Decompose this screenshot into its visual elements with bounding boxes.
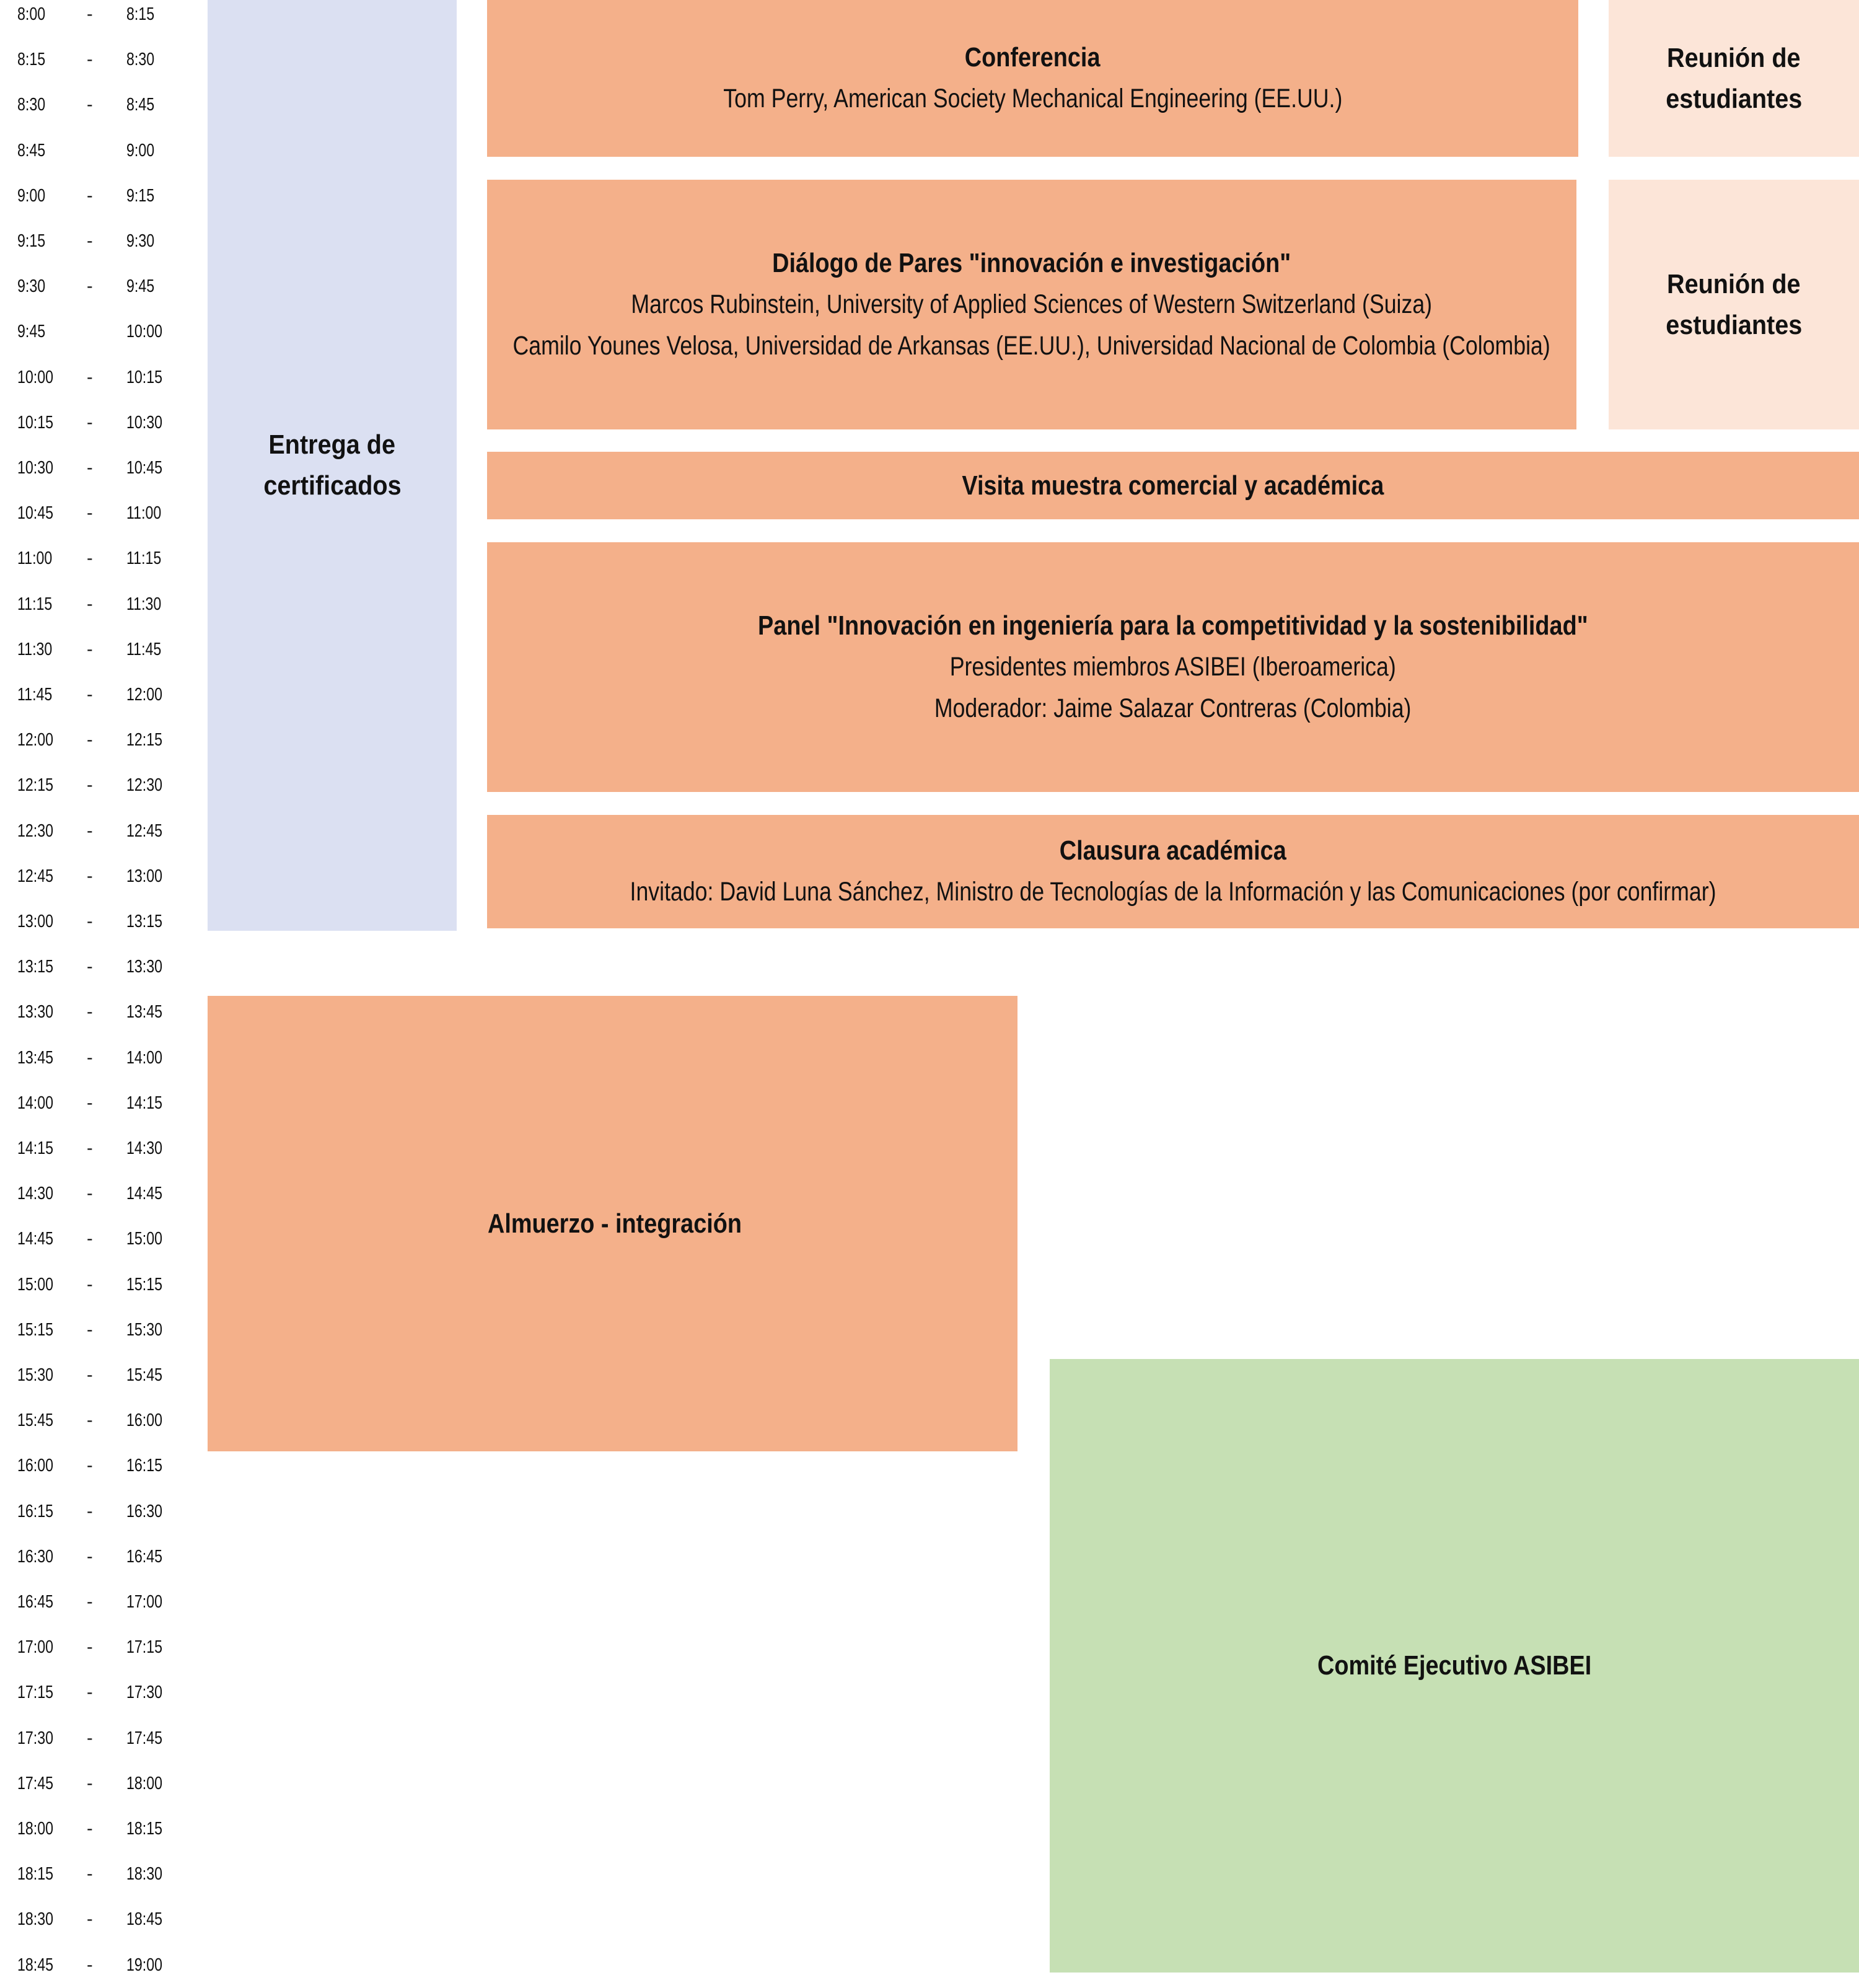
slot-end-time: 8:45 (126, 95, 155, 115)
time-slot-row (0, 1943, 186, 1988)
slot-end-time: 14:00 (126, 1047, 163, 1068)
slot-end-time: 9:45 (126, 276, 155, 297)
slot-separator: - (87, 1773, 93, 1793)
event-title: Panel "Innovación en ingeniería para la competitividad y la sostenibilidad" (758, 610, 1588, 641)
time-slot-row (0, 1625, 186, 1670)
slot-end-time: 9:15 (126, 185, 155, 206)
time-slot-row (0, 1126, 186, 1171)
slot-start-time: 11:45 (17, 685, 53, 705)
slot-start-time: 16:00 (17, 1456, 54, 1476)
slot-separator: - (87, 276, 93, 297)
slot-separator: - (87, 1955, 93, 1975)
slot-start-time: 18:45 (17, 1955, 54, 1975)
time-slot-row (0, 718, 186, 763)
slot-separator: - (87, 1274, 93, 1295)
slot-end-time: 11:00 (126, 503, 162, 524)
slot-separator: - (87, 1093, 93, 1113)
slot-separator: - (87, 503, 93, 524)
slot-separator: - (87, 866, 93, 886)
slot-start-time: 10:30 (17, 458, 54, 478)
slot-separator: - (87, 1592, 93, 1612)
time-slot-row (0, 1897, 186, 1942)
slot-start-time: 17:45 (17, 1773, 54, 1793)
slot-separator: - (87, 730, 93, 750)
time-slot-row (0, 355, 186, 400)
time-slot-row (0, 128, 186, 174)
slot-start-time: 9:15 (17, 231, 46, 251)
slot-start-time: 17:00 (17, 1637, 54, 1658)
time-slot-row (0, 1489, 186, 1534)
slot-separator: - (87, 1909, 93, 1930)
slot-start-time: 9:30 (17, 276, 46, 297)
slot-separator: - (87, 95, 93, 115)
slot-start-time: 15:00 (17, 1274, 54, 1295)
event-entrega-certificados (208, 0, 457, 931)
slot-separator: - (87, 1365, 93, 1385)
time-slot-row (0, 309, 186, 354)
slot-start-time: 8:30 (17, 95, 46, 115)
slot-separator: - (87, 548, 93, 569)
slot-start-time: 16:30 (17, 1546, 54, 1567)
time-slot-row (0, 627, 186, 672)
slot-end-time: 18:45 (126, 1909, 163, 1930)
slot-separator: - (87, 685, 93, 705)
time-slot-row (0, 1443, 186, 1489)
slot-end-time: 12:00 (126, 685, 163, 705)
slot-start-time: 8:00 (17, 4, 46, 24)
slot-end-time: 17:30 (126, 1682, 163, 1703)
time-slot-row (0, 264, 186, 309)
time-slot-row (0, 400, 186, 446)
slot-end-time: 15:45 (126, 1365, 163, 1385)
event-title-line: Reunión de (1667, 268, 1801, 299)
event-title: Almuerzo - integración (488, 1208, 742, 1239)
slot-separator: - (87, 594, 93, 614)
slot-end-time: 9:00 (126, 140, 155, 161)
event-comite-ejecutivo (1050, 1359, 1859, 1973)
slot-separator: - (87, 458, 93, 478)
event-title: Comité Ejecutivo ASIBEI (1317, 1650, 1592, 1681)
slot-start-time: 18:30 (17, 1909, 54, 1930)
time-slot-row (0, 1353, 186, 1398)
slot-start-time: 9:45 (17, 322, 46, 342)
slot-separator: - (87, 1456, 93, 1476)
event-moderator: Moderador: Jaime Salazar Contreras (Colombia) (934, 693, 1412, 723)
time-slot-row (0, 944, 186, 990)
slot-end-time: 16:45 (126, 1546, 163, 1567)
slot-start-time: 11:30 (17, 639, 53, 659)
slot-separator: - (87, 957, 93, 977)
slot-end-time: 8:30 (126, 50, 155, 70)
slot-end-time: 13:00 (126, 866, 163, 886)
event-visita-muestra (487, 452, 1859, 519)
time-slot-row (0, 1580, 186, 1625)
slot-end-time: 10:45 (126, 458, 163, 478)
event-title-line: Entrega de (268, 429, 396, 460)
slot-start-time: 10:45 (17, 503, 54, 524)
slot-end-time: 10:30 (126, 412, 163, 433)
event-title-line: estudiantes (1665, 309, 1803, 340)
time-slot-row (0, 219, 186, 264)
slot-start-time: 14:30 (17, 1184, 54, 1204)
slot-end-time: 14:15 (126, 1093, 163, 1113)
event-speaker: Invitado: David Luna Sánchez, Ministro de Tecnologías de la Información y las Comunicaciones (por confirmar) (630, 877, 1716, 907)
slot-separator: - (87, 1546, 93, 1567)
slot-end-time: 15:00 (126, 1229, 163, 1249)
slot-end-time: 18:00 (126, 1773, 163, 1793)
slot-start-time: 13:00 (17, 912, 54, 931)
time-slot-row (0, 1761, 186, 1806)
slot-start-time: 15:30 (17, 1365, 54, 1385)
slot-start-time: 15:15 (17, 1319, 54, 1340)
time-slot-row (0, 0, 186, 37)
slot-end-time: 16:30 (126, 1501, 163, 1521)
slot-separator: - (87, 1864, 93, 1885)
slot-separator: - (87, 1637, 93, 1658)
slot-separator: - (87, 185, 93, 206)
time-slot-row (0, 1308, 186, 1353)
slot-separator: - (87, 775, 93, 796)
slot-end-time: 11:45 (126, 639, 162, 659)
slot-separator: - (87, 1728, 93, 1748)
slot-separator: - (87, 367, 93, 387)
slot-start-time: 14:00 (17, 1093, 54, 1113)
slot-start-time: 17:15 (17, 1682, 54, 1703)
slot-separator: - (87, 1138, 93, 1158)
slot-start-time: 14:15 (17, 1138, 54, 1158)
slot-end-time: 13:45 (126, 1002, 163, 1023)
slot-start-time: 17:30 (17, 1728, 54, 1748)
slot-start-time: 18:15 (17, 1864, 54, 1885)
event-reunion-estudiantes (1609, 180, 1859, 429)
slot-end-time: 18:15 (126, 1819, 163, 1839)
slot-end-time: 11:30 (126, 594, 162, 614)
slot-start-time: 11:15 (17, 594, 53, 614)
time-slot-row (0, 899, 186, 944)
slot-end-time: 12:45 (126, 820, 163, 841)
slot-end-time: 18:30 (126, 1864, 163, 1885)
time-slot-row (0, 446, 186, 491)
slot-end-time: 12:30 (126, 775, 163, 796)
slot-end-time: 10:15 (126, 367, 163, 387)
slot-end-time: 17:45 (126, 1728, 163, 1748)
slot-separator: - (87, 1319, 93, 1340)
slot-start-time: 14:45 (17, 1229, 54, 1249)
time-slot-row (0, 1398, 186, 1443)
slot-start-time: 9:00 (17, 185, 46, 206)
slot-end-time: 13:15 (126, 912, 163, 931)
slot-separator: - (87, 912, 93, 931)
time-slot-row (0, 582, 186, 627)
slot-separator: - (87, 1819, 93, 1839)
slot-start-time: 12:45 (17, 866, 54, 886)
event-title: Conferencia (965, 42, 1101, 73)
slot-separator: - (87, 1002, 93, 1023)
slot-end-time: 15:15 (126, 1274, 163, 1295)
time-slot-row (0, 491, 186, 536)
slot-start-time: 16:15 (17, 1501, 54, 1521)
event-title-line: Reunión de (1667, 42, 1801, 73)
slot-separator: - (87, 1501, 93, 1521)
slot-start-time: 13:45 (17, 1047, 54, 1068)
slot-separator: - (87, 50, 93, 70)
time-slot-row (0, 82, 186, 128)
event-reunion-estudiantes (1609, 0, 1859, 157)
event-title: Clausura académica (1060, 835, 1286, 866)
slot-separator: - (87, 1410, 93, 1431)
event-dialogo-pares (487, 180, 1576, 429)
slot-end-time: 19:00 (126, 1955, 163, 1975)
time-slot-row (0, 809, 186, 854)
slot-end-time: 14:45 (126, 1184, 163, 1204)
slot-end-time: 17:00 (126, 1592, 163, 1612)
slot-separator: - (87, 1047, 93, 1068)
time-slot-row (0, 1716, 186, 1761)
time-slot-row (0, 854, 186, 899)
time-slot-row (0, 1262, 186, 1308)
slot-start-time: 13:30 (17, 1002, 54, 1023)
slot-separator: - (87, 639, 93, 659)
slot-end-time: 17:15 (126, 1637, 163, 1658)
time-slot-row (0, 174, 186, 219)
time-slot-row (0, 1081, 186, 1126)
event-title: Visita muestra comercial y académica (962, 470, 1384, 501)
time-slot-row (0, 763, 186, 808)
slot-end-time: 16:15 (126, 1456, 163, 1476)
slot-start-time: 8:15 (17, 50, 46, 70)
event-almuerzo (208, 996, 1017, 1451)
slot-separator: - (87, 1229, 93, 1249)
event-speaker: Tom Perry, American Society Mechanical Engineering (EE.UU.) (723, 84, 1343, 113)
slot-end-time: 16:00 (126, 1410, 163, 1431)
slot-start-time: 12:00 (17, 730, 54, 750)
event-title-line: estudiantes (1665, 83, 1803, 114)
slot-start-time: 16:45 (17, 1592, 54, 1612)
slot-start-time: 8:45 (17, 140, 46, 161)
event-panel (487, 542, 1859, 792)
slot-start-time: 10:15 (17, 412, 54, 433)
slot-end-time: 11:15 (126, 548, 162, 569)
event-clausura (487, 815, 1859, 928)
slot-start-time: 12:30 (17, 820, 54, 841)
slot-start-time: 13:15 (17, 957, 54, 977)
slot-start-time: 11:00 (17, 548, 53, 569)
slot-start-time: 18:00 (17, 1819, 54, 1839)
time-slot-row (0, 1534, 186, 1580)
slot-separator: - (87, 1184, 93, 1204)
time-slot-row (0, 1670, 186, 1715)
slot-end-time: 12:15 (126, 730, 163, 750)
time-slot-row (0, 1216, 186, 1262)
slot-start-time: 15:45 (17, 1410, 54, 1431)
slot-start-time: 10:00 (17, 367, 54, 387)
event-speaker: Presidentes miembros ASIBEI (Iberoamerica) (949, 651, 1397, 682)
slot-end-time: 14:30 (126, 1138, 163, 1158)
time-slot-row (0, 536, 186, 581)
time-slot-row (0, 37, 186, 82)
slot-end-time: 10:00 (126, 322, 163, 342)
time-slot-row (0, 1852, 186, 1897)
time-slot-row (0, 990, 186, 1035)
slot-separator: - (87, 1682, 93, 1703)
time-slot-row (0, 1806, 186, 1852)
slot-separator: - (87, 4, 93, 24)
event-title-line: certificados (263, 470, 402, 501)
event-speaker: Camilo Younes Velosa, Universidad de Arkansas (EE.UU.), Universidad Nacional de Colombia (Colombia) (512, 330, 1551, 361)
time-slot-row (0, 1036, 186, 1081)
slot-separator: - (87, 231, 93, 251)
event-conferencia (487, 0, 1578, 157)
slot-end-time: 9:30 (126, 231, 155, 251)
slot-end-time: 13:30 (126, 957, 163, 977)
slot-separator: - (87, 820, 93, 841)
slot-end-time: 8:15 (126, 4, 155, 24)
time-slot-row (0, 1171, 186, 1216)
slot-separator: - (87, 412, 93, 433)
slot-end-time: 15:30 (126, 1319, 163, 1340)
slot-start-time: 12:15 (17, 775, 54, 796)
event-speaker: Marcos Rubinstein, University of Applied Sciences of Western Switzerland (Suiza) (631, 289, 1433, 319)
time-slot-row (0, 672, 186, 718)
event-title: Diálogo de Pares "innovación e investigación" (772, 247, 1291, 278)
